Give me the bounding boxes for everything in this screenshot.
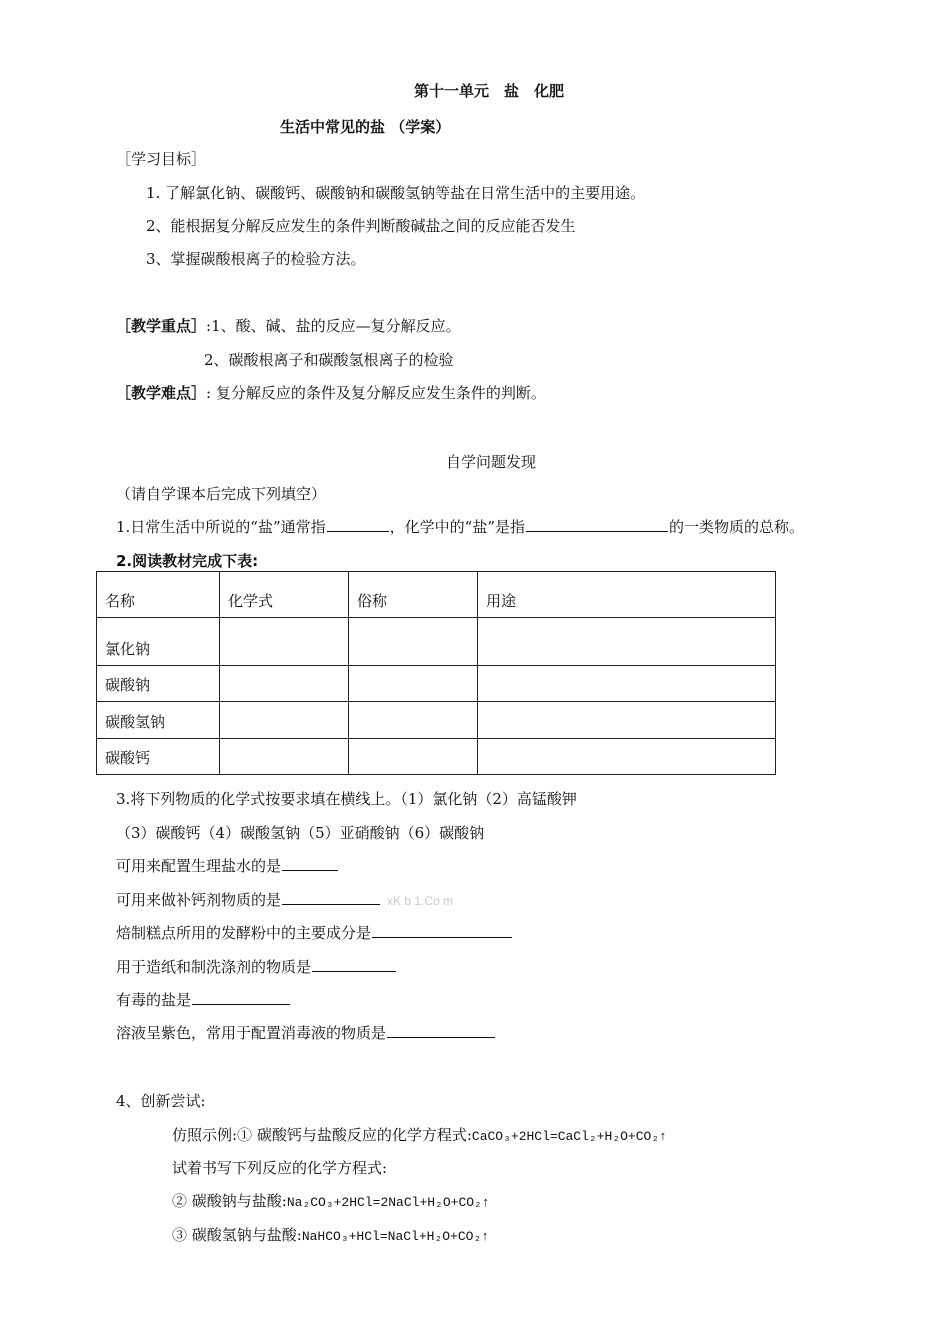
example-line	[172, 1124, 667, 1145]
answer-blank[interactable]	[282, 855, 338, 871]
q3-item	[116, 956, 397, 977]
q3-item-text: 有毒的盐是	[116, 991, 192, 1009]
usage-cell[interactable]	[478, 618, 776, 666]
usage-cell[interactable]	[478, 666, 776, 702]
formula-cell[interactable]	[220, 618, 349, 666]
answer-blank[interactable]	[282, 889, 380, 905]
formula-cell[interactable]	[220, 739, 349, 775]
common-name-cell[interactable]	[349, 702, 478, 739]
answer-blank[interactable]	[387, 1022, 495, 1038]
question-3-line-1: 3.将下列物质的化学式按要求填在横线上。（1）氯化钠（2）高锰酸钾	[116, 790, 577, 808]
row-name: 碳酸钠	[97, 666, 220, 702]
answer-blank[interactable]	[192, 989, 290, 1005]
key-point-1: :1、酸、碱、盐的反应—复分解反应。	[206, 317, 461, 335]
difficulty-line	[116, 382, 546, 403]
example-equation: CaCO₃+2HCl=CaCl₂+H₂O+CO₂↑	[471, 1129, 667, 1144]
equation-2: Na₂CO₃+2HCl=2NaCl+H₂O+CO₂↑	[286, 1195, 490, 1210]
table-row	[97, 702, 776, 739]
common-name-cell[interactable]	[349, 739, 478, 775]
header-common-name: 俗称	[349, 572, 478, 618]
q1-text-2: ，化学中的“盐”是指	[389, 518, 525, 536]
difficulty-text: : 复分解反应的条件及复分解反应发生条件的判断。	[206, 384, 546, 402]
header-usage: 用途	[478, 572, 776, 618]
equation-2-line	[172, 1190, 490, 1211]
usage-cell[interactable]	[478, 739, 776, 775]
q3-item	[116, 889, 453, 910]
row-name: 氯化钠	[97, 618, 220, 666]
objective-item: 1. 了解氯化钠、碳酸钙、碳酸钠和碳酸氢钠等盐在日常生活中的主要用途。	[146, 184, 646, 202]
question-2-heading: 2.阅读教材完成下表:	[116, 552, 259, 570]
example-label: 仿照示例:① 碳酸钙与盐酸反应的化学方程式:	[172, 1126, 472, 1144]
watermark-text: xK b 1.Co m	[387, 894, 454, 908]
table-row	[97, 618, 776, 666]
answer-blank[interactable]	[327, 516, 389, 532]
q3-item-text: 可用来做补钙剂物质的是	[116, 891, 282, 909]
question-3-line-2: （3）碳酸钙（4）碳酸氢钠（5）亚硝酸钠（6）碳酸钠	[116, 824, 485, 842]
q3-item-text: 用于造纸和制洗涤剂的物质是	[116, 958, 312, 976]
common-name-cell[interactable]	[349, 618, 478, 666]
equation-3-line	[172, 1224, 489, 1245]
usage-cell[interactable]	[478, 702, 776, 739]
row-name: 碳酸氢钠	[97, 702, 220, 739]
q3-item-text: 焙制糕点所用的发酵粉中的主要成分是	[116, 924, 372, 942]
materials-table	[96, 571, 776, 775]
q3-item-text: 可用来配置生理盐水的是	[116, 857, 282, 875]
difficulty-heading: ［教学难点］	[116, 384, 207, 402]
equation-3-label: ③ 碳酸氢钠与盐酸:	[172, 1226, 302, 1244]
header-formula: 化学式	[220, 572, 349, 618]
q1-text-1: 1.日常生活中所说的“盐”通常指	[116, 518, 326, 536]
row-name: 碳酸钙	[97, 739, 220, 775]
self-study-title: 自学问题发现	[446, 453, 537, 471]
q3-item-text: 溶液呈紫色，常用于配置消毒液的物质是	[116, 1024, 387, 1042]
answer-blank[interactable]	[312, 956, 396, 972]
equation-2-label: ② 碳酸钠与盐酸:	[172, 1192, 287, 1210]
formula-cell[interactable]	[220, 702, 349, 739]
key-point-2: 2、碳酸根离子和碳酸氢根离子的检验	[204, 351, 454, 369]
equation-3: NaHCO₃+HCl=NaCl+H₂O+CO₂↑	[301, 1229, 490, 1244]
q3-item	[116, 855, 339, 876]
self-study-instruction: （请自学课本后完成下列填空）	[116, 485, 327, 503]
question-1	[116, 516, 804, 537]
q1-text-3: 的一类物质的总称。	[669, 518, 805, 536]
lesson-title: 生活中常见的盐 （学案）	[280, 118, 451, 136]
header-name: 名称	[97, 572, 220, 618]
key-points-heading: ［教学重点］	[116, 317, 207, 335]
try-instruction: 试着书写下列反应的化学方程式:	[172, 1159, 388, 1177]
table-header-row	[97, 572, 776, 618]
answer-blank[interactable]	[526, 516, 668, 532]
answer-blank[interactable]	[372, 922, 512, 938]
formula-cell[interactable]	[220, 666, 349, 702]
objective-item: 3、掌握碳酸根离子的检验方法。	[146, 250, 366, 268]
unit-title: 第十一单元 盐 化肥	[414, 82, 565, 100]
objective-item: 2、能根据复分解反应发生的条件判断酸碱盐之间的反应能否发生	[146, 217, 576, 235]
common-name-cell[interactable]	[349, 666, 478, 702]
table-row	[97, 739, 776, 775]
q3-item	[116, 922, 513, 943]
table-row	[97, 666, 776, 702]
q3-item	[116, 1022, 496, 1043]
objectives-heading: ［学习目标］	[116, 150, 207, 168]
q3-item	[116, 989, 291, 1010]
key-points-line	[116, 315, 461, 336]
innovation-heading: 4、创新尝试:	[116, 1092, 206, 1110]
